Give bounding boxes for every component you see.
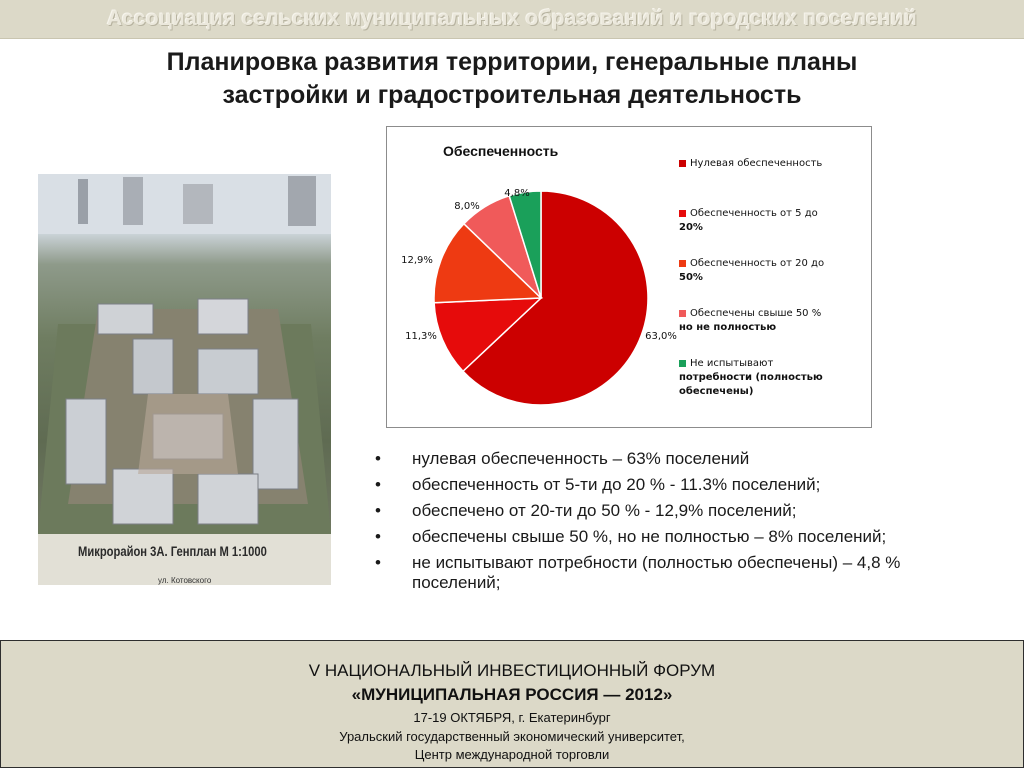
provision-pie-chart <box>386 126 872 428</box>
forum-footer <box>0 640 1024 768</box>
legend-swatch <box>679 160 686 167</box>
summary-bullet-list <box>372 449 992 599</box>
slide-title-line-1: Планировка развития территории, генеральные планы <box>166 48 858 76</box>
bullet-icon: • <box>375 449 381 468</box>
top-banner <box>0 0 1024 39</box>
legend-item <box>679 307 865 335</box>
legend-item <box>679 257 865 285</box>
legend-label: потребности (полностью <box>679 372 823 383</box>
list-item <box>372 501 992 521</box>
legend-label: 20% <box>679 222 703 233</box>
bullet-icon: • <box>375 475 381 494</box>
street-caption: ул. Котовского <box>158 576 212 585</box>
bullet-text: обеспечены свыше 50 %, но не полностью – 8% поселений; <box>412 527 887 546</box>
legend-label: но не полностью <box>679 322 777 333</box>
masterplan-caption: Микрорайон 3А. Генплан М 1:1000 <box>78 543 267 559</box>
legend-label: обеспечены) <box>679 386 754 397</box>
list-item <box>372 475 992 495</box>
pie-value-label: 4,8% <box>504 188 530 199</box>
legend-label: 50% <box>679 272 703 283</box>
legend-swatch <box>679 260 686 267</box>
pie-value-label: 63,0% <box>645 331 677 342</box>
forum-title: «МУНИЦИПАЛЬНАЯ РОССИЯ — 2012» <box>351 685 673 704</box>
pie-value-label: 8,0% <box>454 201 480 212</box>
forum-host: Уральский государственный экономический университет, <box>339 729 685 744</box>
association-name: Ассоциация сельских муниципальных образований и городских поселений <box>106 7 918 30</box>
masterplan-photo <box>38 174 331 585</box>
pie-value-label: 12,9% <box>401 255 433 266</box>
list-item <box>372 553 992 593</box>
legend-item <box>679 357 865 399</box>
chart-title: Обеспеченность <box>443 143 559 159</box>
bullet-icon: • <box>375 527 381 546</box>
bullet-text: обеспеченность от 5-ти до 20 % - 11.3% поселений; <box>412 475 821 494</box>
slide-title-line-2: застройки и градостроительная деятельность <box>222 81 802 109</box>
legend-label: Не испытывают <box>690 358 774 369</box>
masterplan-illustration <box>38 174 331 585</box>
list-item <box>372 449 992 469</box>
slide-title <box>60 46 964 112</box>
legend-swatch <box>679 310 686 317</box>
bullet-text: нулевая обеспеченность – 63% поселений <box>412 449 750 468</box>
legend-swatch <box>679 360 686 367</box>
legend-label: Обеспеченность от 5 до <box>690 208 818 219</box>
list-item <box>372 527 992 547</box>
legend-item <box>679 207 865 235</box>
legend-label: Нулевая обеспеченность <box>690 158 823 169</box>
legend-swatch <box>679 210 686 217</box>
legend-item <box>679 157 865 171</box>
forum-name: V НАЦИОНАЛЬНЫЙ ИНВЕСТИЦИОННЫЙ ФОРУМ <box>308 661 716 680</box>
forum-co-host: Центр международной торговли <box>414 747 610 762</box>
bullet-text: обеспечено от 20-ти до 50 % - 12,9% поселений; <box>412 501 797 520</box>
pie-value-label: 11,3% <box>405 331 437 342</box>
forum-dates: 17-19 ОКТЯБРЯ, г. Екатеринбург <box>413 710 611 725</box>
bullet-text: не испытывают потребности (полностью обеспечены) – 4,8 % поселений; <box>412 553 901 592</box>
legend-label: Обеспечены свыше 50 % <box>690 308 822 319</box>
bullet-icon: • <box>375 501 381 520</box>
legend-label: Обеспеченность от 20 до <box>690 258 825 269</box>
bullet-icon: • <box>375 553 381 572</box>
